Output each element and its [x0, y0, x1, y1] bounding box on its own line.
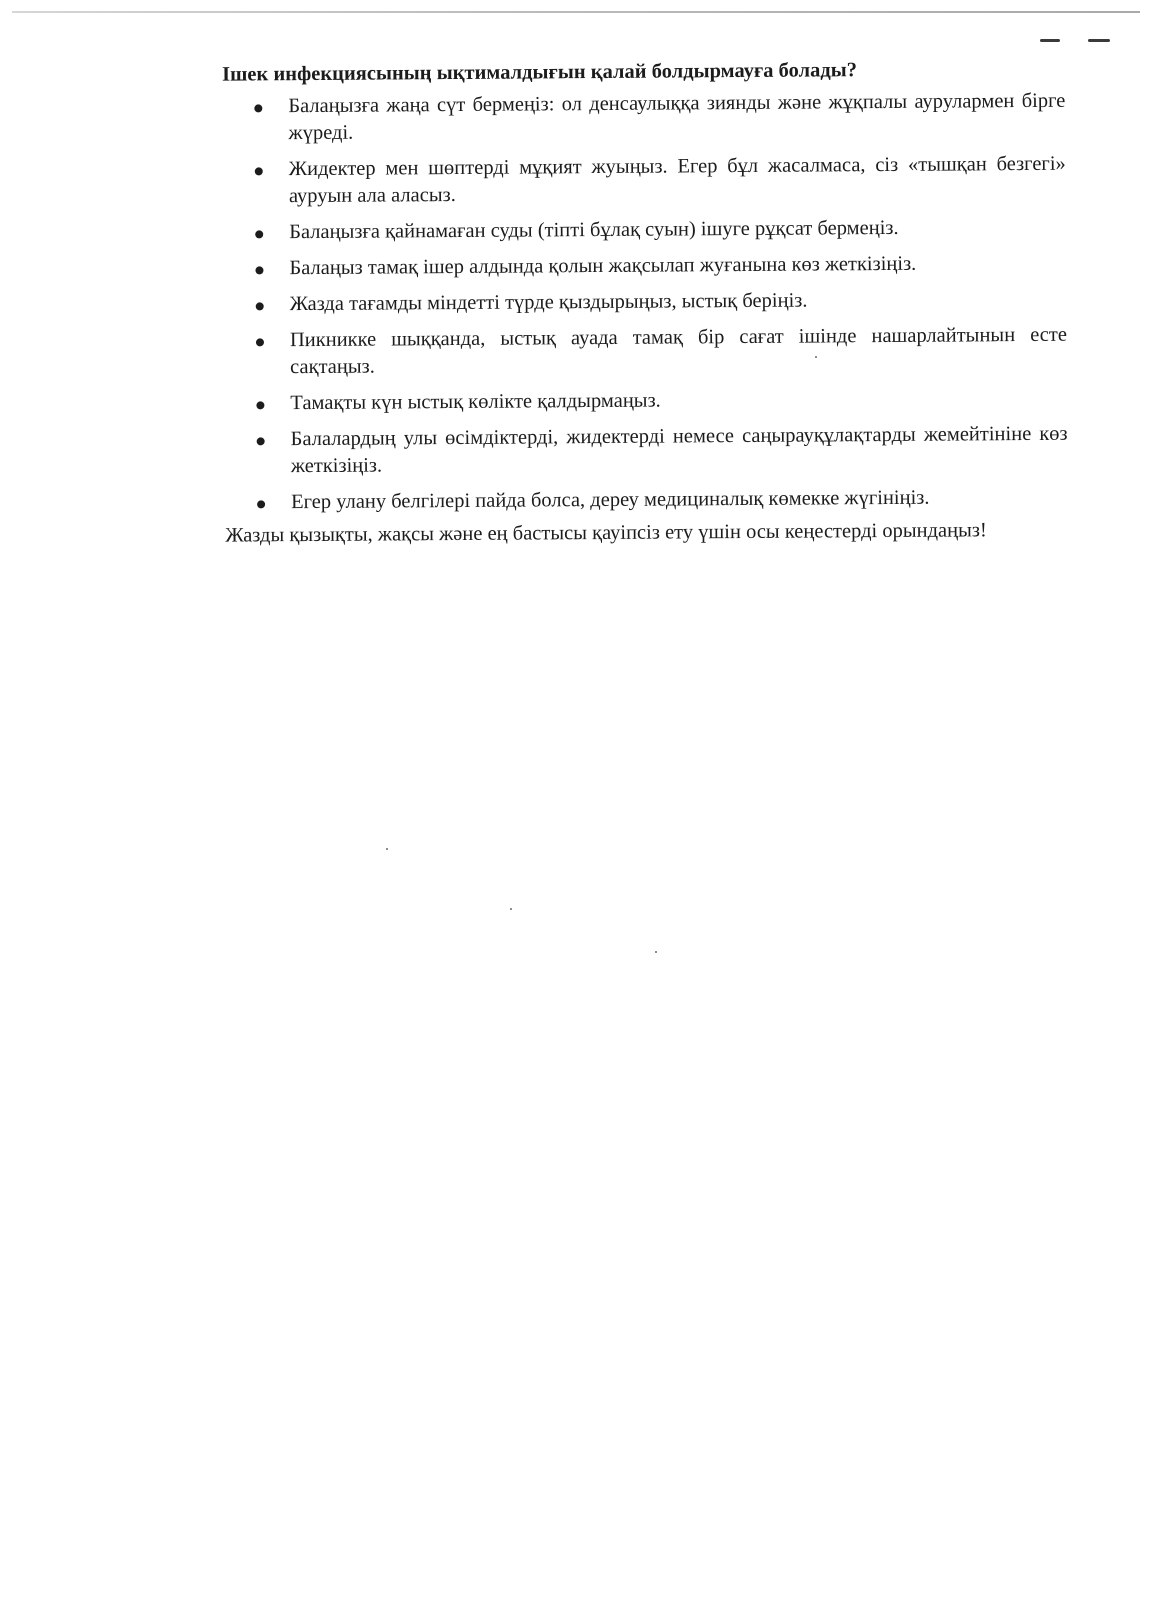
bullet-icon — [255, 266, 263, 274]
tip-text: Балаңызға жаңа сүт бермеңіз: ол денсаулыққа зиянды және жұқпалы аурулармен бірге жүреді. — [288, 89, 1066, 145]
list-item — [289, 151, 1066, 210]
page-content — [170, 56, 1068, 550]
list-item — [291, 484, 1068, 516]
list-item — [289, 214, 1066, 246]
tips-list — [170, 88, 1068, 517]
tip-text: Балаңыз тамақ ішер алдында қолын жақсылап жуғанына көз жеткізіңіз. — [289, 252, 917, 280]
tip-text: Жазда тағамды міндетті түрде қыздырыңыз, ыстық беріңіз. — [289, 289, 808, 316]
list-item — [288, 88, 1065, 147]
bullet-icon — [254, 104, 262, 112]
scan-mark-left — [1040, 39, 1060, 42]
bullet-icon — [256, 338, 264, 346]
list-item — [290, 385, 1067, 417]
tip-text: Жидектер мен шөптерді мұқият жуыңыз. Егер бұл жасалмаса, сіз «тышқан безгегі» ауруын ала аласыз. — [288, 152, 1066, 208]
scan-speck — [510, 908, 512, 910]
bullet-icon — [256, 401, 264, 409]
list-item — [291, 421, 1068, 480]
scan-top-edge-line — [12, 11, 1140, 13]
scan-mark-right — [1088, 39, 1110, 42]
scan-speck — [655, 951, 657, 953]
document-title: Ішек инфекциясының ықтималдығын қалай болдырмауға болады? — [222, 59, 858, 86]
bullet-icon — [255, 167, 263, 175]
closing-paragraph: Жазды қызықты, жақсы және ең бастысы қауіпсіз ету үшін осы кеңестерді орындаңыз! — [225, 519, 987, 547]
scan-speck — [386, 848, 388, 850]
tip-text: Тамақты күн ыстық көлікте қалдырмаңыз. — [290, 389, 661, 415]
bullet-icon — [257, 500, 265, 508]
list-item — [290, 322, 1067, 381]
tip-text: Балалардың улы өсімдіктерді, жидектерді немесе саңырауқұлақтарды жемейтініне көз жеткізіңіз. — [290, 422, 1068, 478]
bullet-icon — [255, 230, 263, 238]
bullet-icon — [256, 302, 264, 310]
bullet-icon — [257, 437, 265, 445]
tip-text: Пикникке шыққанда, ыстық ауада тамақ бір сағат ішінде нашарлайтынын есте сақтаңыз. — [289, 323, 1068, 379]
list-item — [290, 286, 1067, 318]
tip-text: Егер улану белгілері пайда болса, дереу медициналық көмекке жүгініңіз. — [290, 486, 930, 514]
list-item — [289, 250, 1066, 282]
tip-text: Балаңызға қайнамаған суды (тіпті бұлақ суын) ішуге рұқсат бермеңіз. — [289, 216, 899, 244]
